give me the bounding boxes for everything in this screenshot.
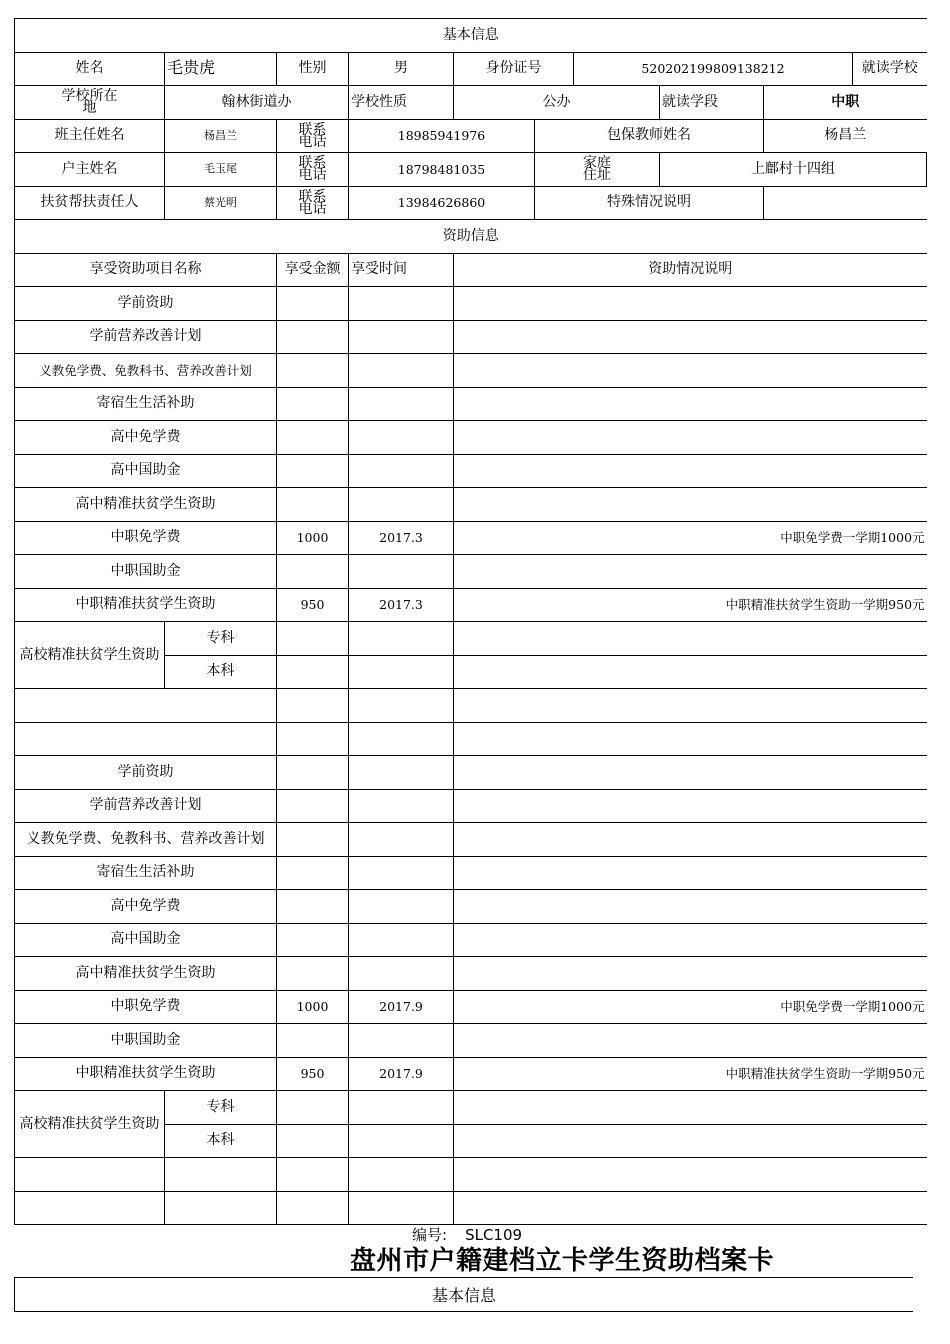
college-aid-amount: [277, 622, 349, 656]
aid-item-time: [349, 890, 454, 924]
aid-item-amount: [277, 923, 349, 957]
aid-item-name: 中职国助金: [15, 555, 277, 589]
blank-cell: [277, 689, 349, 723]
aid-item-desc: [454, 957, 927, 991]
aid-item-desc: [454, 421, 927, 455]
college-aid-amount: [277, 1124, 349, 1158]
aid-item-amount: [277, 320, 349, 354]
aid-item-name: 寄宿生生活补助: [15, 856, 277, 890]
aid-item-time: 2017.3: [349, 521, 454, 555]
aid-desc-header: 资助情况说明: [454, 253, 927, 287]
aid-item-name: 高中精准扶贫学生资助: [15, 488, 277, 522]
college-aid-desc: [454, 622, 927, 656]
aid-item-row: [15, 990, 927, 1024]
aid-item-row: [15, 387, 927, 421]
aid-item-desc: [454, 923, 927, 957]
aid-item-name: 义教免学费、免教科书、营养改善计划: [15, 823, 277, 857]
id-number-label: 身份证号: [454, 52, 574, 86]
stage-label: 就读学段: [660, 86, 764, 120]
archive-code-value: SLC109: [465, 1226, 523, 1244]
college-aid-row: [15, 1091, 927, 1125]
aid-item-amount: 950: [277, 1057, 349, 1091]
aid-item-amount: [277, 454, 349, 488]
aid-item-amount: [277, 957, 349, 991]
householder-phone-label: [277, 153, 349, 187]
blank-row: [15, 1191, 927, 1225]
aid-item-desc: [454, 890, 927, 924]
teacher-phone-label: [277, 119, 349, 153]
college-aid-time: [349, 1124, 454, 1158]
aid-item-row: [15, 756, 927, 790]
aid-item-time: [349, 555, 454, 589]
blank-cell: [15, 689, 277, 723]
aid-item-name: 高中国助金: [15, 454, 277, 488]
school-type-label: 学校性质: [349, 86, 454, 120]
aid-item-time: [349, 789, 454, 823]
aid-item-amount: [277, 354, 349, 388]
next-basic-info-section-title: 基本信息: [14, 1277, 913, 1312]
blank-cell: [165, 1158, 277, 1192]
college-aid-level: 本科: [165, 655, 277, 689]
address-label: [535, 153, 660, 187]
blank-cell: [277, 722, 349, 756]
blank-row: [15, 722, 927, 756]
aid-item-name: 义教免学费、免教科书、营养改善计划: [15, 354, 277, 388]
helper-phone-label-text: 联系电话: [298, 188, 327, 217]
helper-phone-label: [277, 186, 349, 220]
gender-label: 性别: [277, 52, 349, 86]
school-label: 就读学校: [853, 52, 927, 86]
aid-item-name: 学前营养改善计划: [15, 789, 277, 823]
aid-item-row: [15, 957, 927, 991]
school-location-value: 翰林街道办: [165, 86, 349, 120]
archive-card-title: 盘州市户籍建档立卡学生资助档案卡: [350, 1246, 775, 1276]
blank-cell: [15, 1158, 165, 1192]
aid-item-desc: [454, 320, 927, 354]
aid-item-row: [15, 789, 927, 823]
aid-item-row: [15, 488, 927, 522]
aid-item-name: 高中免学费: [15, 421, 277, 455]
blank-cell: [454, 689, 927, 723]
aid-amount-header: 享受金额: [277, 253, 349, 287]
aid-item-desc: [454, 555, 927, 589]
aid-item-desc: [454, 488, 927, 522]
college-aid-time: [349, 1091, 454, 1125]
aid-item-time: [349, 354, 454, 388]
aid-item-row: [15, 320, 927, 354]
college-aid-label: 高校精准扶贫学生资助: [15, 622, 165, 689]
college-aid-desc: [454, 1124, 927, 1158]
basic-info-section-title: 基本信息: [15, 19, 927, 53]
teacher-phone-value: 18985941976: [349, 119, 535, 153]
college-aid-level: 专科: [165, 1091, 277, 1125]
aid-item-desc: [454, 1024, 927, 1058]
special-note-value: [764, 186, 927, 220]
aid-item-time: 2017.3: [349, 588, 454, 622]
aid-item-row: [15, 421, 927, 455]
college-aid-level: 本科: [165, 1124, 277, 1158]
aid-item-amount: [277, 756, 349, 790]
helper-value: 蔡光明: [165, 186, 277, 220]
blank-cell: [349, 689, 454, 723]
aid-item-amount: 950: [277, 588, 349, 622]
aid-item-time: [349, 856, 454, 890]
aid-item-desc: [454, 856, 927, 890]
aid-item-row: [15, 1024, 927, 1058]
aid-item-row: [15, 454, 927, 488]
blank-cell: [454, 722, 927, 756]
aid-item-amount: [277, 555, 349, 589]
aid-item-amount: [277, 488, 349, 522]
aid-rows: [15, 287, 927, 1225]
blank-cell: [165, 1191, 277, 1225]
college-aid-row: [15, 622, 927, 656]
stage-value: 中职: [764, 86, 927, 120]
aid-archive-table: [14, 18, 927, 1225]
blank-cell: [277, 1191, 349, 1225]
blank-cell: [277, 1158, 349, 1192]
id-number-value: 520202199809138212: [574, 52, 853, 86]
school-type-value: 公办: [454, 86, 660, 120]
aid-item-amount: [277, 421, 349, 455]
name-label: 姓名: [15, 52, 165, 86]
aid-item-amount: [277, 1024, 349, 1058]
address-value: 上鄜村十四组: [660, 153, 927, 187]
aid-item-desc: 中职免学费一学期1000元: [454, 990, 927, 1024]
aid-item-row: [15, 856, 927, 890]
aid-item-name: 学前资助: [15, 287, 277, 321]
college-aid-level: 专科: [165, 622, 277, 656]
helper-label: 扶贫帮扶责任人: [15, 186, 165, 220]
aid-item-name: 中职免学费: [15, 990, 277, 1024]
aid-item-row: [15, 555, 927, 589]
householder-phone-value: 18798481035: [349, 153, 535, 187]
aid-time-header: 享受时间: [349, 253, 454, 287]
school-location-label: [15, 86, 165, 120]
aid-header-row: [15, 253, 927, 287]
aid-item-name: 高中免学费: [15, 890, 277, 924]
aid-item-desc: [454, 387, 927, 421]
aid-item-name: 学前资助: [15, 756, 277, 790]
aid-item-time: [349, 488, 454, 522]
aid-item-row: [15, 354, 927, 388]
aid-item-desc: 中职精准扶贫学生资助一学期950元: [454, 1057, 927, 1091]
teacher-phone-label-text: 联系电话: [298, 121, 327, 150]
college-aid-label: 高校精准扶贫学生资助: [15, 1091, 165, 1158]
aid-item-amount: [277, 387, 349, 421]
archive-code-label: 编号:: [412, 1226, 448, 1244]
aid-item-name: 中职精准扶贫学生资助: [15, 588, 277, 622]
aid-item-time: [349, 957, 454, 991]
blank-cell: [454, 1158, 927, 1192]
aid-item-row: [15, 823, 927, 857]
aid-item-time: [349, 923, 454, 957]
aid-item-time: [349, 387, 454, 421]
aid-item-amount: 1000: [277, 521, 349, 555]
special-note-label: 特殊情况说明: [535, 186, 764, 220]
aid-item-amount: [277, 287, 349, 321]
address-label-text: 家庭住址: [583, 155, 611, 184]
aid-item-time: 2017.9: [349, 990, 454, 1024]
blank-cell: [15, 722, 277, 756]
aid-item-desc: 中职免学费一学期1000元: [454, 521, 927, 555]
college-aid-time: [349, 622, 454, 656]
blank-cell: [454, 1191, 927, 1225]
householder-label: 户主姓名: [15, 153, 165, 187]
aid-item-time: 2017.9: [349, 1057, 454, 1091]
aid-item-row: [15, 588, 927, 622]
aid-item-row: [15, 923, 927, 957]
aid-item-name: 高中国助金: [15, 923, 277, 957]
guarantee-teacher-label: 包保教师姓名: [535, 119, 764, 153]
aid-item-name: 寄宿生生活补助: [15, 387, 277, 421]
aid-item-time: [349, 320, 454, 354]
aid-item-time: [349, 823, 454, 857]
aid-item-name: 学前营养改善计划: [15, 320, 277, 354]
aid-item-desc: [454, 354, 927, 388]
blank-row: [15, 1158, 927, 1192]
aid-info-section-title: 资助信息: [15, 220, 927, 254]
guarantee-teacher-value: 杨昌兰: [764, 119, 927, 153]
school-location-label-text: 学校所在地: [61, 88, 118, 117]
aid-item-name: 高中精准扶贫学生资助: [15, 957, 277, 991]
name-value: 毛贵虎: [165, 52, 277, 86]
aid-item-desc: [454, 756, 927, 790]
householder-phone-label-text: 联系电话: [298, 155, 327, 184]
college-aid-amount: [277, 655, 349, 689]
aid-item-time: [349, 756, 454, 790]
aid-item-row: [15, 1057, 927, 1091]
college-aid-desc: [454, 1091, 927, 1125]
aid-item-amount: [277, 823, 349, 857]
head-teacher-value: 杨昌兰: [165, 119, 277, 153]
aid-item-time: [349, 421, 454, 455]
college-aid-desc: [454, 655, 927, 689]
aid-item-amount: [277, 890, 349, 924]
college-aid-amount: [277, 1091, 349, 1125]
aid-item-amount: [277, 856, 349, 890]
aid-item-row: [15, 890, 927, 924]
aid-item-row: [15, 521, 927, 555]
aid-project-header: 享受资助项目名称: [15, 253, 277, 287]
blank-row: [15, 689, 927, 723]
helper-phone-value: 13984626860: [349, 186, 535, 220]
aid-item-time: [349, 454, 454, 488]
blank-cell: [349, 722, 454, 756]
blank-cell: [349, 1191, 454, 1225]
blank-cell: [349, 1158, 454, 1192]
aid-item-amount: 1000: [277, 990, 349, 1024]
aid-item-row: [15, 287, 927, 321]
aid-item-desc: [454, 823, 927, 857]
aid-item-time: [349, 287, 454, 321]
aid-item-name: 中职精准扶贫学生资助: [15, 1057, 277, 1091]
aid-item-name: 中职国助金: [15, 1024, 277, 1058]
college-aid-time: [349, 655, 454, 689]
householder-value: 毛玉尾: [165, 153, 277, 187]
aid-item-desc: [454, 789, 927, 823]
blank-cell: [15, 1191, 165, 1225]
aid-item-name: 中职免学费: [15, 521, 277, 555]
gender-value: 男: [349, 52, 454, 86]
aid-item-amount: [277, 789, 349, 823]
aid-item-desc: 中职精准扶贫学生资助一学期950元: [454, 588, 927, 622]
head-teacher-label: 班主任姓名: [15, 119, 165, 153]
aid-item-desc: [454, 287, 927, 321]
aid-item-desc: [454, 454, 927, 488]
aid-item-time: [349, 1024, 454, 1058]
